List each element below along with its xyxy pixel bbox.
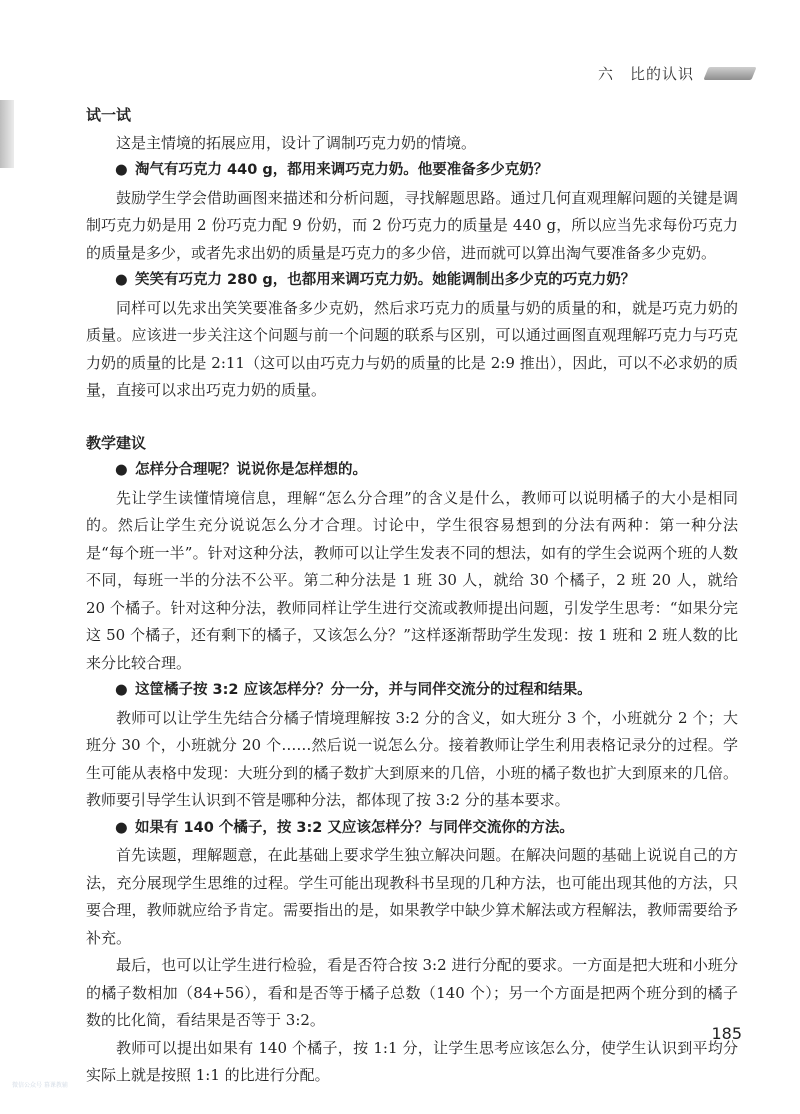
bullet-icon: ●	[115, 162, 128, 178]
question-text: 这筐橘子按 3:2 应该怎样分？分一分，并与同伴交流分的过程和结果。	[135, 682, 592, 698]
bullet-icon: ●	[115, 462, 128, 478]
question-text: 淘气有巧克力 440 g，都用来调巧克力奶。他要准备多少克奶？	[135, 162, 549, 178]
header-tab-decoration	[703, 67, 756, 80]
question-text: 如果有 140 个橘子，按 3:2 又应该怎样分？与同伴交流你的方法。	[135, 819, 574, 836]
question-teach-2	[86, 677, 738, 705]
page-header	[598, 62, 754, 84]
question-teach-1	[86, 457, 738, 485]
question-try-2	[86, 267, 738, 295]
section-heading-try: 试一试	[86, 106, 132, 124]
paragraph-teach-2: 教师可以让学生先结合分橘子情境理解按 3:2 分的含义，如大班分 3 个，小班就分 2 个；大班分 30 个，小班就分 20 个……然后说一说怎么分。接着教师让学生利用表格记录分的过程。学生可能从表格中发现：大班分到的橘子数扩大到原来的几倍，小班的橘子数也扩大到原来的几倍。教师要引导学生认识到不管是哪种分法，都体现了按 3:2 分的基本要求。	[86, 708, 738, 809]
paragraph-try-intro: 这是主情境的拓展应用，设计了调制巧克力奶的情境。	[116, 133, 477, 152]
paragraph-teach-1: 先让学生读懂情境信息，理解“怎么分合理”的含义是什么，教师可以说明橘子的大小是相同的。然后让学生充分说说怎么分才合理。讨论中，学生很容易想到的分法有两种：第一种分法是“每个班一半”。针对这种分法，教师可以让学生发表不同的想法，如有的学生会说两个班的人数不同，每班一半的分法不公平。第二种分法是 1 班 30 人，就给 30 个橘子，2 班 20 人，就给 20 个橘子。针对这种分法，教师同样让学生进行交流或教师提出问题，引发学生思考：“如果分完这 50 个橘子，还有剩下的橘子，又该怎么分？”这样逐渐帮助学生发现：按 1 班和 2 班人数的比来分比较合理。	[86, 488, 738, 672]
page-number: 185	[711, 1024, 742, 1043]
paragraph-try-2: 同样可以先求出笑笑要准备多少克奶，然后求巧克力的质量与奶的质量的和，就是巧克力奶的质量。应该进一步关注这个问题与前一个问题的联系与区别，可以通过画图直观理解巧克力与巧克力奶的质量的比是 2:11（这可以由巧克力与奶的质量的比是 2:9 推出），因此，可以不必求奶的质量，直接可以求出巧克力奶的质量。	[86, 298, 738, 399]
question-text: 笑笑有巧克力 280 g，也都用来调巧克力奶。她能调制出多少克的巧克力奶？	[135, 272, 636, 288]
paragraph-teach-3: 首先读题，理解题意，在此基础上要求学生独立解决问题。在解决问题的基础上说说自己的方法，充分展现学生思维的过程。学生可能出现教科书呈现的几种方法，也可能出现其他的方法，只要合理，教师就应给予肯定。需要指出的是，如果教学中缺少算术解法或方程解法，教师需要给予补充。	[86, 846, 738, 947]
paragraph-teach-5: 教师可以提出如果有 140 个橘子，按 1:1 分，让学生思考应该怎么分，使学生认识到平均分实际上就是按照 1:1 的比进行分配。	[86, 1038, 738, 1084]
question-try-1	[86, 157, 738, 185]
paragraph-try-1: 鼓励学生学会借助画图来描述和分析问题，寻找解题思路。通过几何直观理解问题的关键是调制巧克力奶是用 2 份巧克力配 9 份奶，而 2 份巧克力的质量是 440 g，所以应当先求每份巧克力的质量是多少，或者先求出奶的质量是巧克力的多少倍，进而就可以算出淘气要准备多少克奶。	[86, 188, 738, 262]
question-text: 怎样分合理呢？说说你是怎样想的。	[135, 462, 367, 478]
watermark: 微信公众号 幕课教辅	[12, 1082, 68, 1089]
bullet-icon: ●	[115, 682, 128, 698]
page-content	[86, 102, 738, 1090]
paragraph-teach-4: 最后，也可以让学生进行检验，看是否符合按 3:2 进行分配的要求。一方面是把大班和小班分的橘子数相加（84+56），看和是否等于橘子总数（140 个）；另一个方面是把两个班分到的橘子数的比化简，看结果是否等于 3:2。	[86, 956, 738, 1029]
bullet-icon: ●	[115, 272, 128, 288]
left-margin-tab	[0, 100, 14, 168]
question-teach-3	[86, 815, 738, 843]
section-heading-teach: 教学建议	[86, 433, 147, 452]
chapter-title: 六 比的认识	[597, 64, 694, 83]
bullet-icon: ●	[115, 819, 128, 836]
